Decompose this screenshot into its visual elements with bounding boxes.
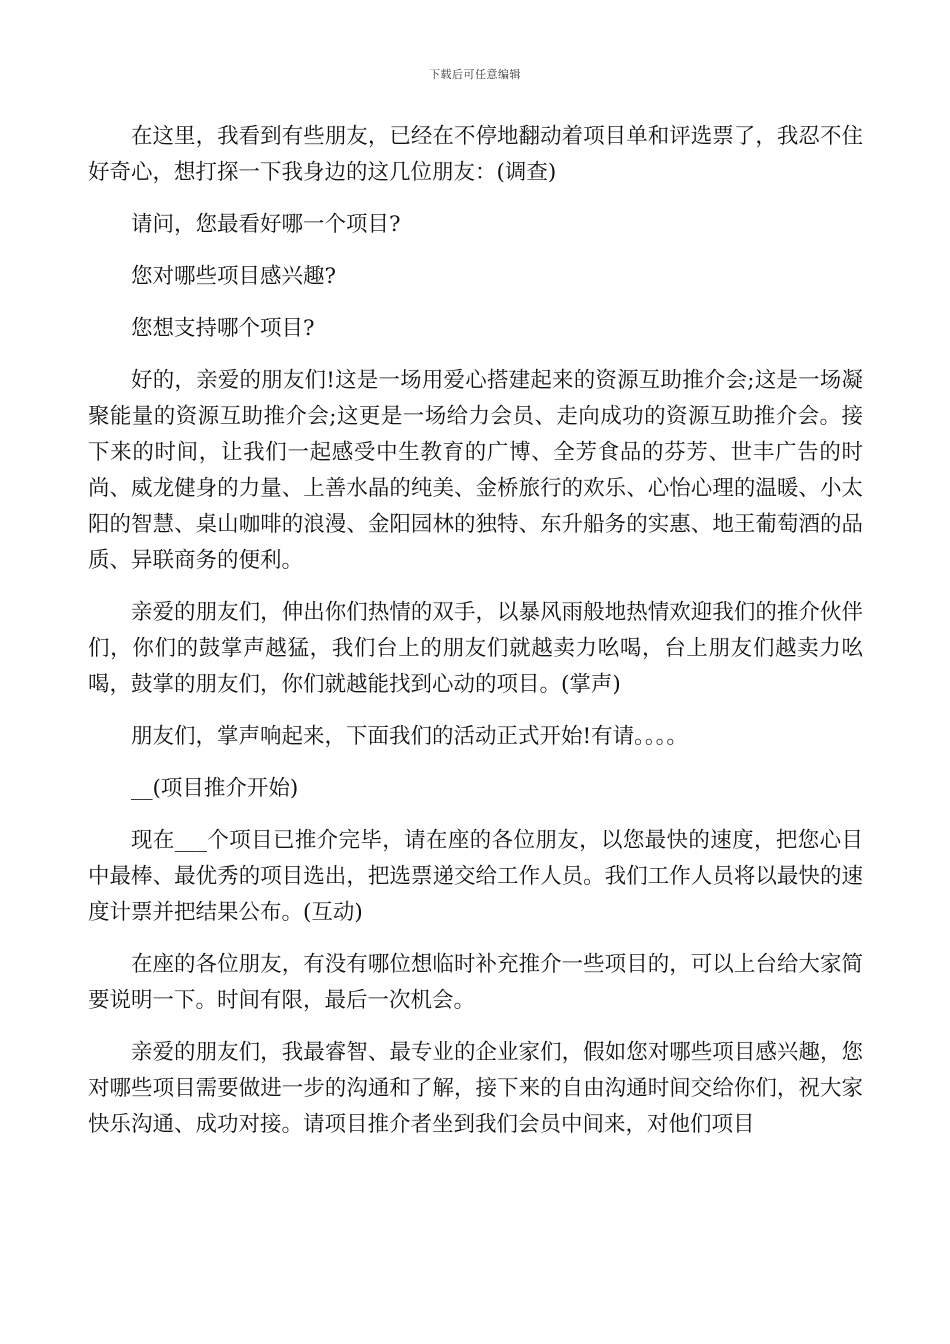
paragraph: 好的，亲爱的朋友们!这是一场用爱心搭建起来的资源互助推介会;这是一场凝聚能量的资源互助推介会;这更是一场给力会员、走向成功的资源互助推介会。接下来的时间，让我们一起感受中生教育的广博、全芳食品的芬芳、世丰广告的时尚、威龙健身的力量、上善水晶的纯美、金桥旅行的欢乐、心怡心理的温暖、小太阳的智慧、桌山咖啡的浪漫、金阳园林的独特、东升船务的实惠、地王葡萄酒的品质、异联商务的便利。 <box>88 368 863 573</box>
paragraph: 您对哪些项目感兴趣? <box>131 264 337 289</box>
paragraph: 在这里，我看到有些朋友，已经在不停地翻动着项目单和评选票了，我忍不住好奇心，想打探一下我身边的这几位朋友：(调查) <box>88 124 863 185</box>
page-header-note: 下载后可任意编辑 <box>429 68 521 81</box>
document-body <box>88 119 863 1159</box>
paragraph: 在座的各位朋友，有没有哪位想临时补充推介一些项目的，可以上台给大家简要说明一下。时间有限，最后一次机会。 <box>88 952 863 1013</box>
paragraph: 现在___个项目已推介完毕，请在座的各位朋友，以您最快的速度，把您心目中最棒、最优秀的项目选出，把选票递交给工作人员。我们工作人员将以最快的速度计票并把结果公布。(互动) <box>88 828 863 925</box>
paragraph: 朋友们，掌声响起来，下面我们的活动正式开始!有请。。。。 <box>131 724 688 749</box>
paragraph: 亲爱的朋友们，伸出你们热情的双手，以暴风雨般地热情欢迎我们的推介伙伴们，你们的鼓掌声越猛，我们台上的朋友们就越卖力吆喝，台上朋友们越卖力吆喝，鼓掌的朋友们，你们就越能找到心动的项目。(掌声) <box>88 600 863 697</box>
paragraph: 您想支持哪个项目? <box>131 316 315 341</box>
paragraph: 请问，您最看好哪一个项目? <box>131 212 401 237</box>
paragraph: __(项目推介开始) <box>131 776 299 801</box>
paragraph: 亲爱的朋友们，我最睿智、最专业的企业家们，假如您对哪些项目感兴趣，您对哪些项目需要做进一步的沟通和了解，接下来的自由沟通时间交给你们，祝大家快乐沟通、成功对接。请项目推介者坐到我们会员中间来，对他们项目 <box>88 1040 863 1137</box>
